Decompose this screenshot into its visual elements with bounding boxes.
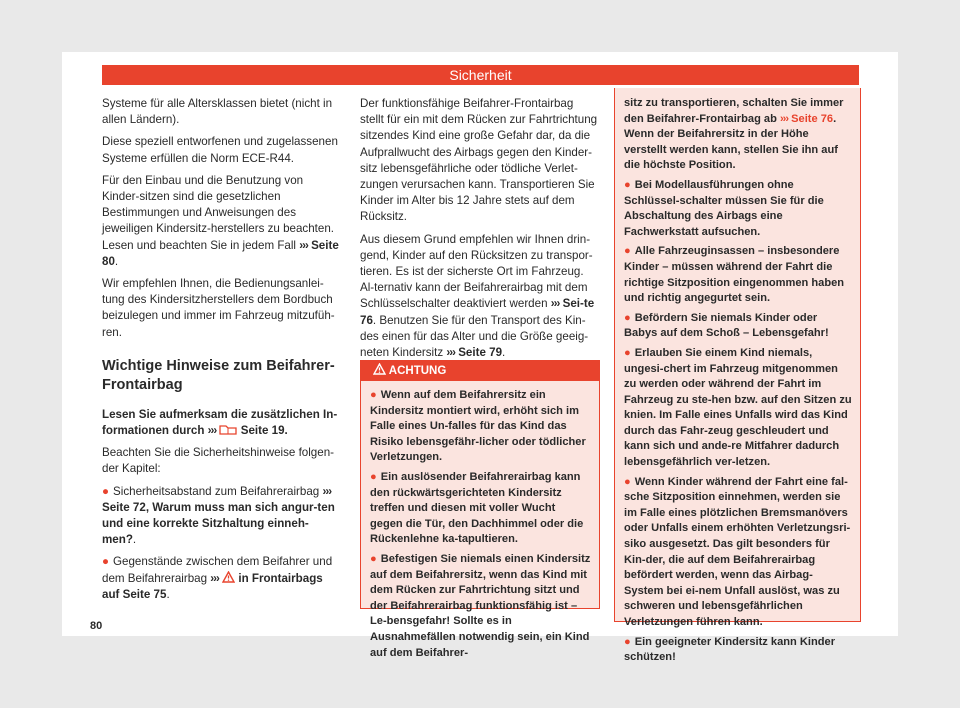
page-reference-link[interactable]: Seite 19 xyxy=(240,424,285,438)
text: . xyxy=(166,587,170,601)
section-header: Sicherheit xyxy=(102,65,859,85)
warning-item xyxy=(624,635,852,666)
warning-item xyxy=(370,388,591,466)
lead-paragraph xyxy=(102,407,342,439)
column-middle xyxy=(360,96,600,367)
text: Ein auslösender Beifahrerairbag kann den rückwärtsgerichteten Kindersitz treffen und diesen mit voller Wucht gegen die Tür, den Dachhimmel oder die Rückenlehne ka-tapultieren. xyxy=(370,470,584,546)
text: Für den Einbau und die Benutzung von Kinder-sitzen sind die gesetzlichen Bestimmungen und Anweisungen des jeweiligen Kindersitz-herstellers zu beachten. Lesen und beachten Sie in jedem Fall xyxy=(102,173,334,252)
column-left xyxy=(102,96,342,609)
warning-header xyxy=(361,361,599,381)
page-reference-link[interactable]: Sei-te 76 xyxy=(360,297,595,327)
text: . xyxy=(284,424,288,438)
warning-item xyxy=(624,475,852,631)
bullet-icon: ● xyxy=(624,311,631,324)
page-number: 80 xyxy=(90,620,103,632)
warning-title: ACHTUNG xyxy=(388,365,447,377)
paragraph: Wir empfehlen Ihnen, die Bedienungsanlei-tung des Kindersitzherstellers dem Bordbuch beizulegen und immer im Fahrzeug mitzufüh-ren. xyxy=(102,277,335,339)
link-arrow: ››› xyxy=(550,297,560,311)
list-item xyxy=(102,554,342,603)
warning-triangle-icon xyxy=(373,363,386,375)
warning-box xyxy=(360,360,600,659)
page-reference-link[interactable]: Seite 80 xyxy=(102,238,339,268)
text: . xyxy=(132,533,137,547)
warning-item xyxy=(624,311,852,342)
book-reference-icon xyxy=(219,424,237,435)
bullet-icon: ● xyxy=(624,245,631,258)
link-arrow: ››› xyxy=(322,484,332,498)
paragraph: Systeme für alle Altersklassen bietet (nicht in allen Ländern). xyxy=(102,97,333,127)
warning-box-continued xyxy=(614,88,861,664)
warning-item xyxy=(624,178,852,240)
text: Ein geeigneter Kindersitz kann Kinder schützen! xyxy=(624,635,836,664)
text: Wenn auf dem Beifahrersitz ein Kindersitz montiert wird, erhöht sich im Falle eines Un-falles für das Kind das Risiko lebensgefähr-licher oder tödlicher Verletzungen. xyxy=(370,389,586,464)
text: Befestigen Sie niemals einen Kindersitz auf dem Beifahrersitz, wenn das Kind mit dem Rücken zur Fahrtrichtung sitzt und der Beifahrerairbag funktionsfähig ist – Le-bensgefahr! Sollte es in Ausnahmefällen notwendig sein, ein Kind auf dem Beifahrer- xyxy=(370,552,591,659)
link-arrow: ››› xyxy=(210,571,219,585)
list-item xyxy=(102,484,342,549)
warning-body xyxy=(615,88,860,666)
warning-item xyxy=(370,470,591,548)
page-reference-link[interactable]: Seite 72, Warum muss man sich angur-ten und eine korrekte Sitzhaltung einneh-men? xyxy=(102,500,335,547)
bullet-icon: ● xyxy=(624,178,631,191)
warning-item xyxy=(624,96,852,174)
link-arrow: ››› xyxy=(299,238,308,252)
bullet-icon: ● xyxy=(102,555,110,569)
paragraph: Beachten Sie die Sicherheitshinweise folgen-der Kapitel: xyxy=(102,446,335,476)
bullet-icon: ● xyxy=(370,389,377,401)
page-reference-link[interactable]: Seite 76 xyxy=(791,112,834,125)
text: sitz zu transportieren, schalten Sie immer den Beifahrer-Frontairbag ab xyxy=(624,97,844,125)
warning-triangle-icon xyxy=(222,571,235,583)
bullet-icon: ● xyxy=(624,346,631,359)
paragraph xyxy=(360,232,600,362)
bullet-icon: ● xyxy=(624,475,631,488)
paragraph: Der funktionsfähige Beifahrer-Frontairbag stellt für ein mit dem Rücken zur Fahrtrichtung sitzendes Kind eine große Gefahr dar, da die Aufprallwucht des Airbags gegen den Kinder-sitz lebensgefährliche oder tödliche Verlet-zungen verursachen kann. Transportieren Sie Kinder im Alter bis 12 Jahre stets auf dem Rücksitz. xyxy=(360,97,598,224)
text: Gegenstände zwischen dem Beifahrer und dem Beifahrerairbag xyxy=(102,555,333,585)
paragraph xyxy=(102,173,342,270)
text: . Wenn der Beifahrersitz in der Höhe verstellt werden kann, stellen Sie ihn auf die höchste Position. xyxy=(624,112,838,172)
warning-item xyxy=(624,244,852,306)
text: Wenn Kinder während der Fahrt eine fal-sche Sitzposition einnehmen, werden sie im Falle eines plötzlichen Bremsmanövers oder Unfalls einem erhöhten Verletzungsri-siko ausgesetzt. Das gilt besonders für Kin-der, die auf dem Beifahrerairbag befördert werden, wenn das Airbag-System bei ei-nem Unfall auslöst, was zu schweren und lebensgefährlichen Verletzungen führen kann. xyxy=(624,475,851,628)
paragraph: Diese speziell entworfenen und zugelassenen Systeme erfüllen die Norm ECE-R44. xyxy=(102,135,338,165)
text: . Benutzen Sie für den Transport des Kin-des einen für das Alter und die Größe geeig-neten Kindersitz xyxy=(360,313,589,360)
warning-item xyxy=(624,346,852,471)
text: . xyxy=(502,346,506,360)
text: Alle Fahrzeuginsassen – insbesondere Kinder – müssen während der Fahrt die richtige Sitzposition eingenommen haben und richtig angegurtet sein. xyxy=(624,245,845,305)
bullet-icon: ● xyxy=(624,635,631,648)
warning-body xyxy=(361,381,599,661)
text: Befördern Sie niemals Kinder oder Babys auf dem Schoß – Lebensgefahr! xyxy=(624,311,829,340)
section-heading: Wichtige Hinweise zum Beifahrer-Frontairbag xyxy=(102,357,335,393)
link-arrow: ››› xyxy=(207,424,217,438)
text: Erlauben Sie einem Kind niemals, ungesi-chert im Fahrzeug mitgenommen zu werden oder während der Fahrt im Fahrzeug zu ste-hen bzw. auf den Sitzen zu knien. Im Falle eines Unfalls wird das Kind durch das Fahr-zeug geschleudert und kann sich und ande-re Mitfahrer dadurch lebensgefährlich ver-letzen. xyxy=(624,346,852,469)
bullet-icon: ● xyxy=(370,470,377,483)
text: Sicherheitsabstand zum Beifahrerairbag xyxy=(113,484,320,498)
text: Aus diesem Grund empfehlen wir Ihnen drin-gend, Kinder auf den Rücksitzen zu transpor-tieren. Es ist der sicherste Ort im Fahrzeug. Al-ternativ kann der Beifahrerairbag mit dem Schlüsselschalter deaktiviert werden xyxy=(360,232,593,311)
warning-item xyxy=(370,552,591,661)
link-arrow: ››› xyxy=(446,346,455,360)
page-reference-link[interactable]: in Frontairbags auf Seite 75 xyxy=(102,571,323,601)
bullet-icon: ● xyxy=(102,484,110,498)
text: Lesen Sie aufmerksam die zusätzlichen In-formationen durch xyxy=(102,407,338,438)
bullet-icon: ● xyxy=(370,552,377,565)
link-arrow: ››› xyxy=(779,112,789,125)
text: Bei Modellausführungen ohne Schlüssel-schalter müssen Sie für die Abschaltung des Airbags eine Fachwerkstatt aufsuchen. xyxy=(624,178,824,238)
page-reference-link[interactable]: Seite 79 xyxy=(458,346,503,360)
text: . xyxy=(114,254,119,268)
